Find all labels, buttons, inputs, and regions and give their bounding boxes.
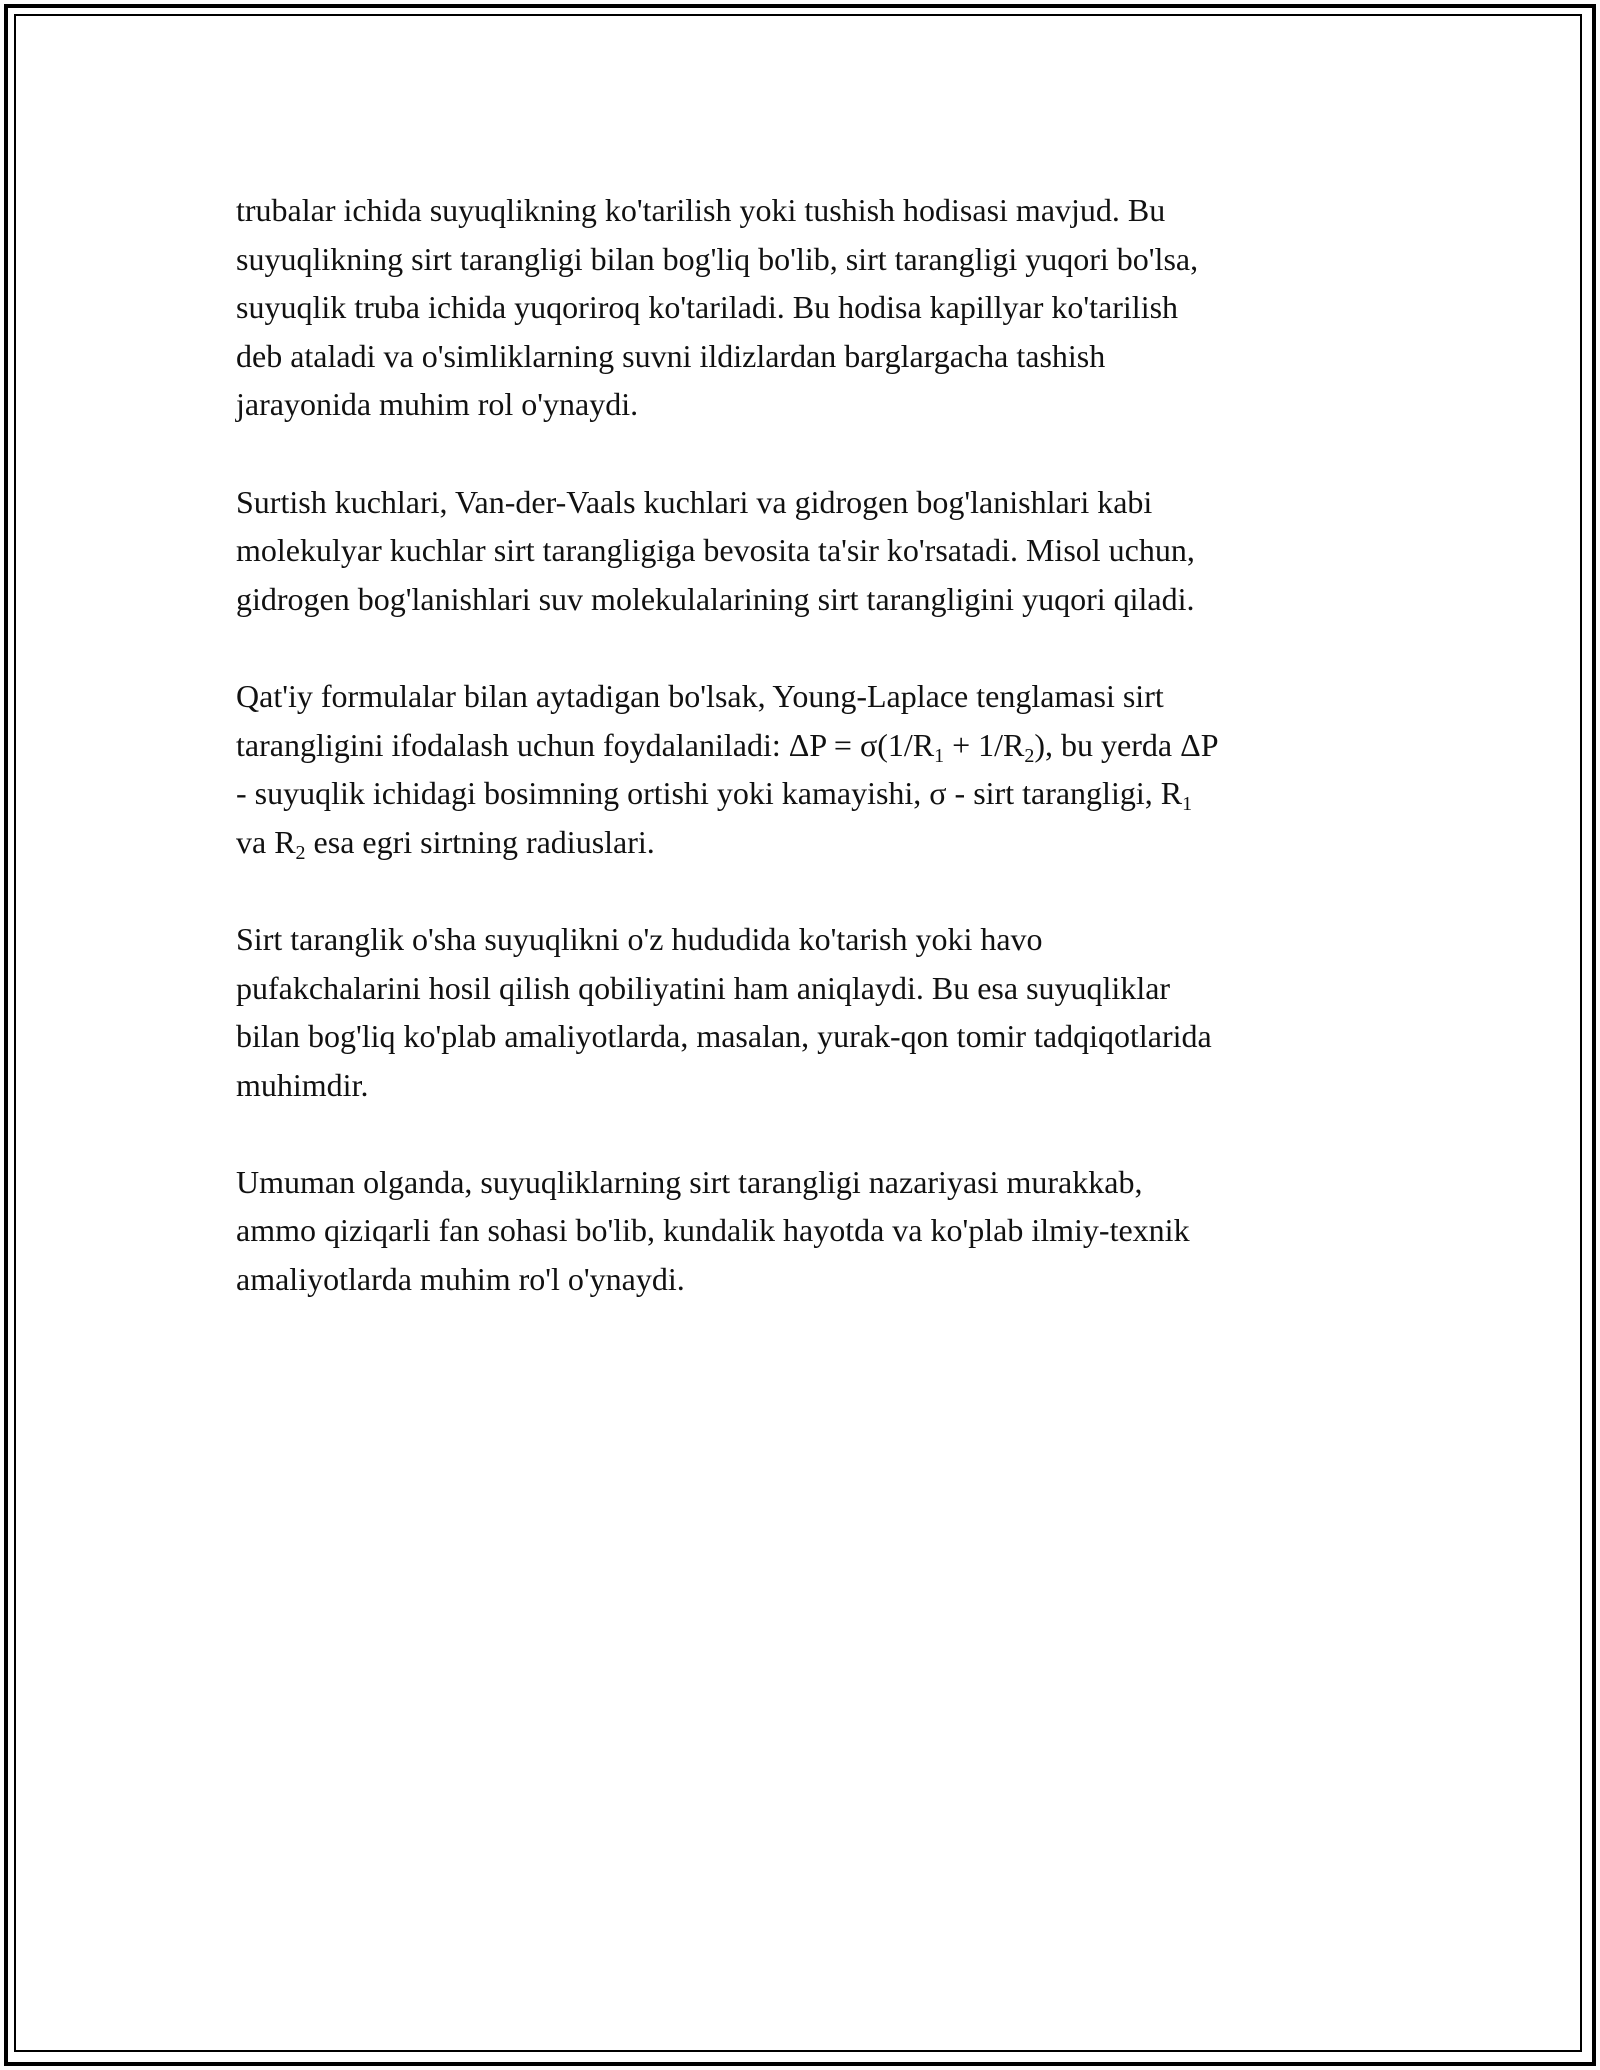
formula-text: ), bu yerda ΔP <box>1034 726 1219 763</box>
line-text: esa egri sirtning radiuslari. <box>305 823 655 860</box>
text-line: amaliyotlarda muhim ro'l o'ynaydi. <box>236 1261 685 1298</box>
subscript: 2 <box>295 841 306 864</box>
paragraph-conclusion <box>236 1158 1386 1304</box>
subscript: 1 <box>1182 793 1193 816</box>
text-line: jarayonida muhim rol o'ynaydi. <box>236 386 639 423</box>
text-line: deb ataladi va o'simliklarning suvni ildizlardan barglargacha tashish <box>236 337 1106 374</box>
text-line: Sirt taranglik o'sha suyuqlikni o'z hududida ko'tarish yoki havo <box>236 920 1043 957</box>
formula-line <box>236 721 1386 770</box>
text-line: muhimdir. <box>236 1066 369 1103</box>
document-body <box>236 186 1386 1352</box>
text-line: Qat'iy formulalar bilan aytadigan bo'lsak, Young-Laplace tenglamasi sirt <box>236 677 1164 714</box>
text-line: Umuman olganda, suyuqliklarning sirt tarangligi nazariyasi murakkab, <box>236 1163 1143 1200</box>
text-line: gidrogen bog'lanishlari suv molekulalarining sirt tarangligini yuqori qiladi. <box>236 580 1195 617</box>
line-text: - suyuqlik ichidagi bosimning ortishi yoki kamayishi, σ - sirt tarangligi, R <box>236 775 1183 812</box>
text-line: Surtish kuchlari, Van-der-Vaals kuchlari va gidrogen bog'lanishlari kabi <box>236 483 1153 520</box>
text-line <box>236 818 1386 867</box>
formula-text: + 1/R <box>944 726 1025 763</box>
text-line: pufakchalarini hosil qilish qobiliyatini ham aniqlaydi. Bu esa suyuqliklar <box>236 969 1171 1006</box>
text-line: molekulyar kuchlar sirt tarangligiga bevosita ta'sir ko'rsatadi. Misol uchun, <box>236 532 1195 569</box>
paragraph-molecular-forces <box>236 478 1386 624</box>
paragraph-young-laplace <box>236 672 1386 866</box>
paragraph-capillary <box>236 186 1386 429</box>
text-line <box>236 769 1386 818</box>
formula-text: tarangligini ifodalash uchun foydalaniladi: ΔP = σ(1/R <box>236 726 935 763</box>
text-line: suyuqlikning sirt tarangligi bilan bog'liq bo'lib, sirt tarangligi yuqori bo'lsa, <box>236 240 1199 277</box>
text-line: suyuqlik truba ichida yuqoriroq ko'tariladi. Bu hodisa kapillyar ko'tarilish <box>236 289 1179 326</box>
subscript: 2 <box>1024 744 1035 767</box>
text-line: trubalar ichida suyuqlikning ko'tarilish yoki tushish hodisasi mavjud. Bu <box>236 192 1166 228</box>
text-line: bilan bog'liq ko'plab amaliyotlarda, masalan, yurak-qon tomir tadqiqotlarida <box>236 1018 1212 1055</box>
text-line: ammo qiziqarli fan sohasi bo'lib, kundalik hayotda va ko'plab ilmiy-texnik <box>236 1212 1190 1249</box>
line-text: va R <box>236 823 296 860</box>
paragraph-bubbles <box>236 915 1386 1109</box>
subscript: 1 <box>934 744 945 767</box>
